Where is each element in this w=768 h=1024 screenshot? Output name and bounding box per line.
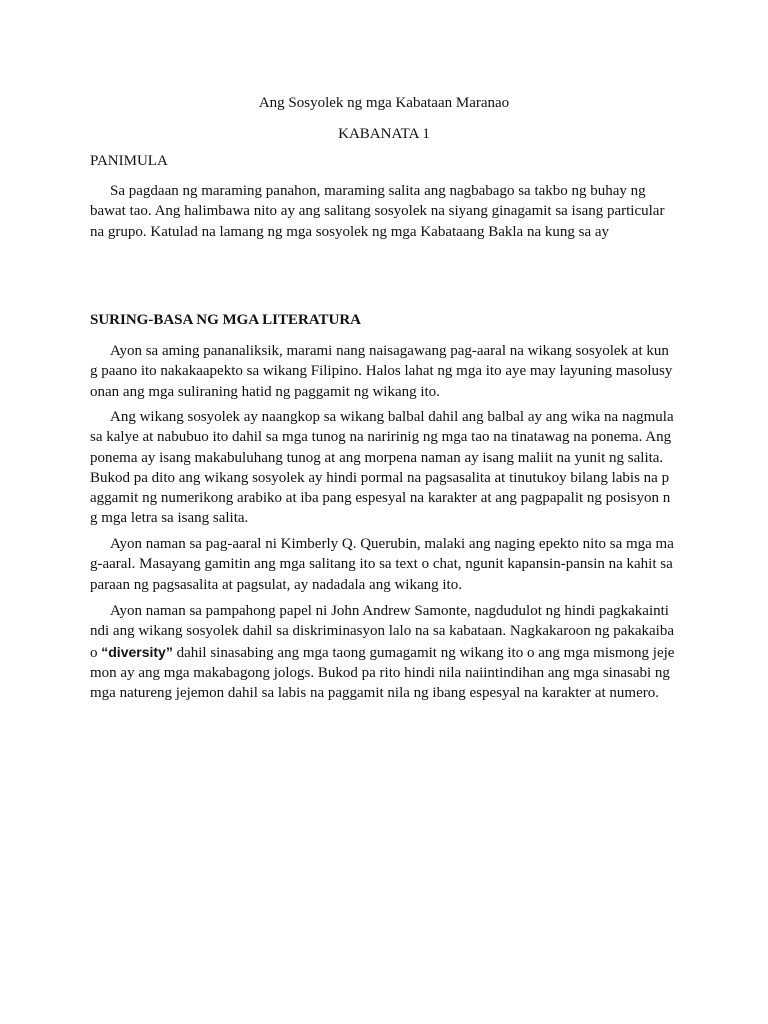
paragraph-line: mga natureng jejemon dahil sa labis na paggamit nila ng ibang espesyal na karakter at numero. xyxy=(90,685,659,702)
paragraph-line: g paano ito nakakaapekto sa wikang Filipino. Halos lahat ng mga ito aye may layuning masolusy xyxy=(90,363,673,380)
paragraph-line: ndi ang wikang sosyolek dahil sa diskriminasyon lalo na sa kabataan. Nagkakaroon ng pakakaiba xyxy=(90,623,675,640)
line-prefix: o xyxy=(90,644,102,661)
paragraph-line: mon ay ang mga makabagong jologs. Bukod pa rito hindi nila naiintindihan ang mga sinasabi ng xyxy=(90,664,670,681)
paragraph-line: g mga letra sa isang salita. xyxy=(90,510,249,527)
paragraph-line xyxy=(90,642,680,663)
intro-heading: PANIMULA xyxy=(90,153,168,169)
intro-paragraph xyxy=(90,181,680,242)
literature-heading: SURING-BASA NG MGA LITERATURA xyxy=(90,312,362,328)
paragraph-line: Ayon naman sa pag-aaral ni Kimberly Q. Querubin, malaki ang naging epekto nito sa mga ma xyxy=(110,536,674,552)
paragraph-line: Sa pagdaan ng maraming panahon, maraming salita ang nagbabago sa takbo ng buhay ng xyxy=(110,183,646,199)
paragraph-line: onan ang mga suliraning hatid ng paggamit ng wikang ito. xyxy=(90,383,440,400)
paragraph-line: Ang wikang sosyolek ay naangkop sa wikang balbal dahil ang balbal ay ang wika na nagmula xyxy=(110,409,674,425)
paragraph-line: aggamit ng numerikong arabiko at iba pang espesyal na karakter at ang pagpapalit ng posisyon n xyxy=(90,490,671,507)
literature-paragraph-4 xyxy=(90,601,680,703)
document-title: Ang Sosyolek ng mga Kabataan Maranao xyxy=(258,95,510,111)
paragraph-line: Ayon naman sa pampahong papel ni John Andrew Samonte, nagdudulot ng hindi pagkakainti xyxy=(110,603,669,619)
paragraph-line: na grupo. Katulad na lamang ng mga sosyolek ng mga Kabataang Bakla na kung sa ay xyxy=(90,223,610,240)
paragraph-line: ponema ay isang makabuluhang tunog at ang morpena naman ay isang maliit na yunit ng salita. xyxy=(90,449,664,466)
line-suffix: dahil sinasabing ang mga taong gumagamit ng wikang ito o ang mga mismong jeje xyxy=(172,644,675,661)
emphasized-term: “diversity” xyxy=(101,643,173,660)
chapter-label: KABANATA 1 xyxy=(338,126,430,142)
paragraph-line: sa kalye at nabubuo ito dahil sa mga tunog na naririnig ng mga tao na tinatawag na ponema. Ang xyxy=(90,429,672,446)
literature-paragraph-3 xyxy=(90,534,680,595)
literature-paragraph-1 xyxy=(90,341,680,402)
paragraph-line: paraan ng pagsasalita at pagsulat, ay nadadala ang wikang ito. xyxy=(90,576,462,593)
literature-paragraph-2 xyxy=(90,407,680,529)
paragraph-line: Bukod pa dito ang wikang sosyolek ay hindi pormal na pagsasalita at tinutukoy bilang labis na p xyxy=(90,469,670,486)
paragraph-line: Ayon sa aming pananaliksik, marami nang naisagawang pag-aaral na wikang sosyolek at kun xyxy=(110,343,669,359)
paragraph-line: bawat tao. Ang halimbawa nito ay ang salitang sosyolek na siyang ginagamit sa isang particular xyxy=(90,203,665,220)
paragraph-line: g-aaral. Masayang gamitin ang mga salitang ito sa text o chat, ngunit kapansin-pansin na kahit sa xyxy=(90,556,673,573)
